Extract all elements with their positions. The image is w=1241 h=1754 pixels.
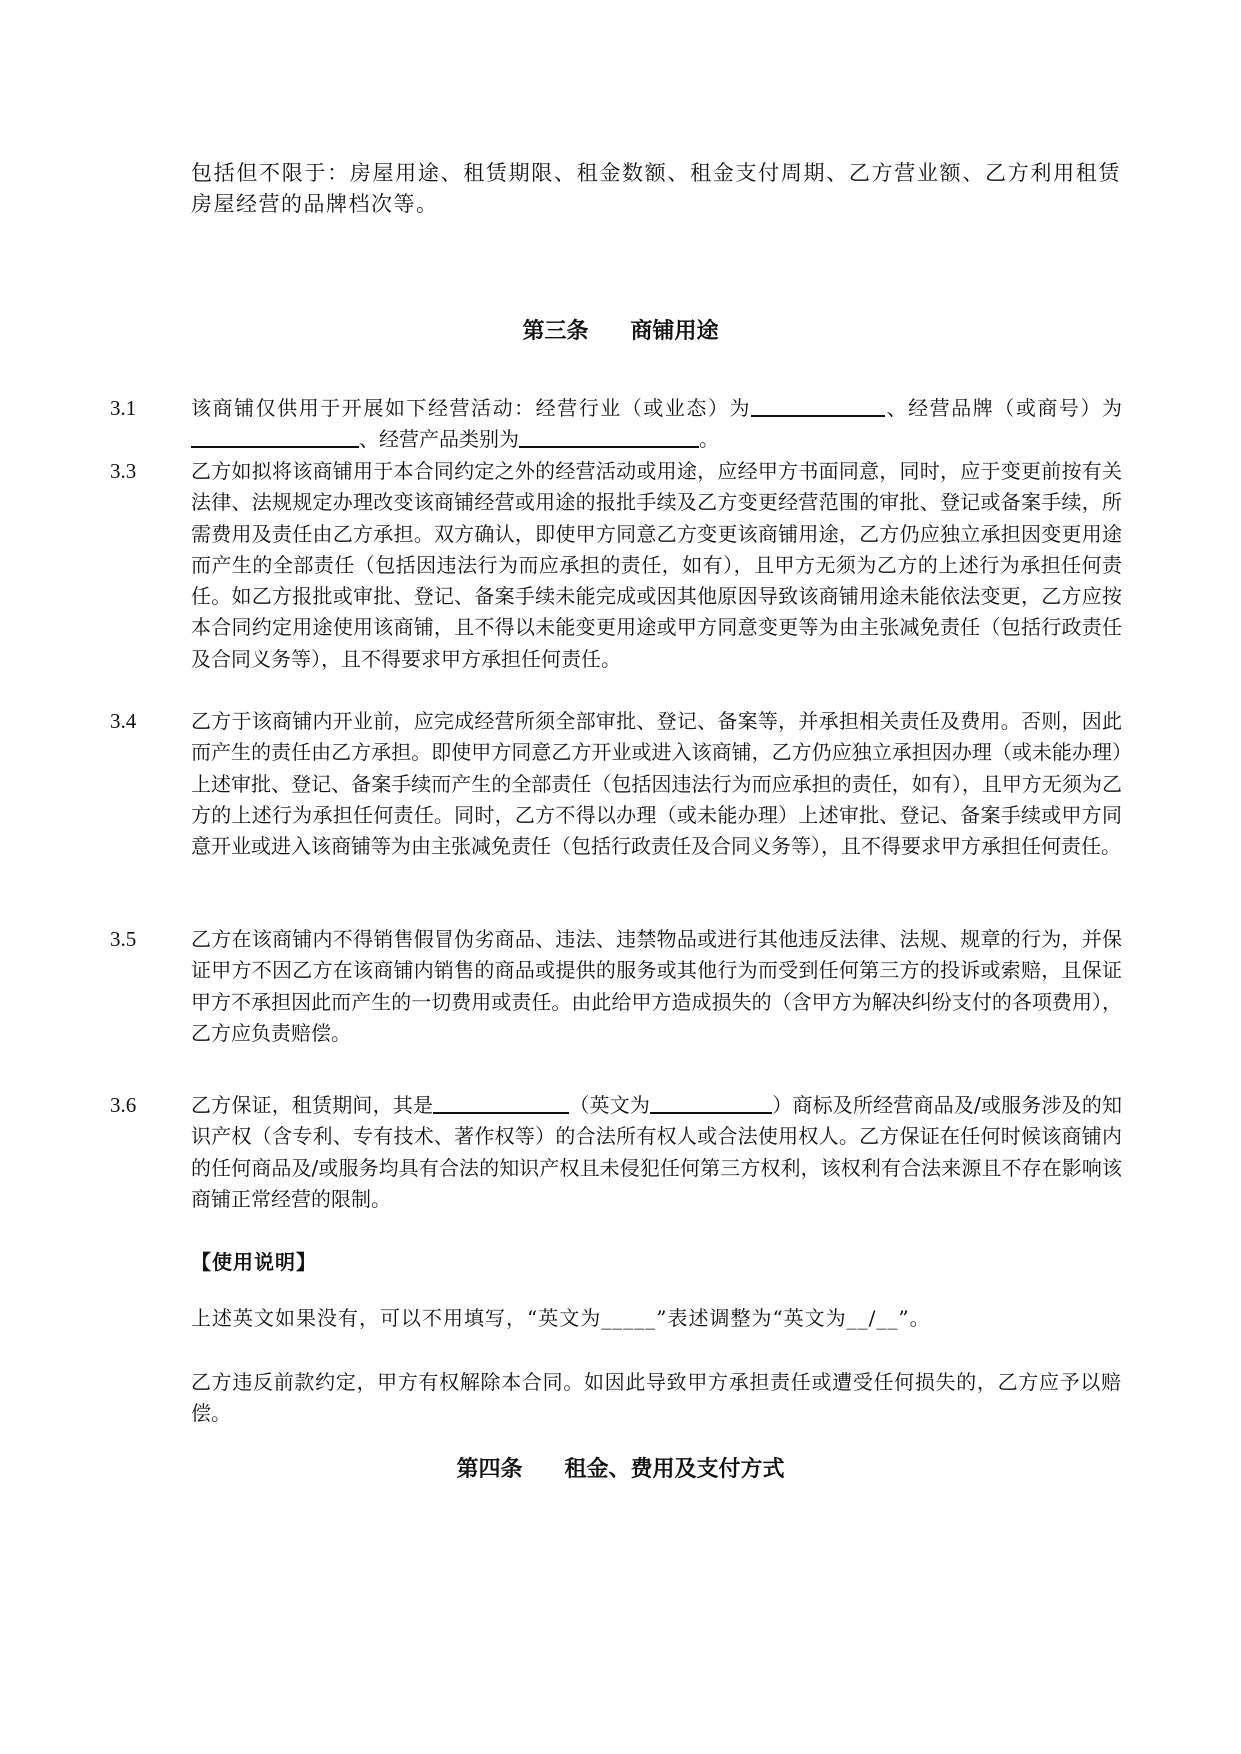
clause-number: 3.5: [110, 927, 137, 951]
fill-blank-product-category: [519, 426, 699, 448]
clause-number: 3.4: [110, 709, 137, 733]
article-3-heading: [0, 314, 1241, 345]
clause-3-4: [110, 706, 1122, 862]
clause-text-part: 该商铺仅供用于开展如下经营活动：经营行业（或业态）为: [191, 396, 752, 420]
article-3-number: 第三条: [522, 319, 589, 344]
clause-text-part: 乙方保证，租赁期间，其是: [191, 1093, 434, 1117]
clause-text-part: （英文为: [569, 1093, 651, 1117]
clause-text: [191, 1090, 1122, 1215]
clause-text-part: 、经营产品类别为: [359, 427, 519, 452]
clause-text-part: 、经营品牌（或商号）为: [885, 396, 1123, 420]
clause-text-part: 。: [699, 427, 719, 452]
clause-text-part: ）商标及所经营商品及/或服务涉及的知识产权（含专利、专有技术、著作权等）的合法所有权人或合法使用权人。乙方保证在任何时候该商铺内的任何商品及/或服务均具有合法的知识产权且未侵犯任何第三方权利，该权利有合法来源且不存在影响该商铺正常经营的限制。: [191, 1093, 1123, 1211]
clause-text: [191, 393, 1122, 456]
intro-paragraph: 包括但不限于：房屋用途、租赁期限、租金数额、租金支付周期、乙方营业额、乙方利用租赁房屋经营的品牌档次等。: [191, 161, 1121, 216]
clause-number: 3.3: [110, 459, 137, 483]
breach-paragraph: 乙方违反前款约定，甲方有权解除本合同。如因此导致甲方承担责任或遭受任何损失的，乙方应予以赔偿。: [191, 1370, 1121, 1426]
usage-instructions-title: 【使用说明】: [191, 1250, 317, 1274]
clause-3-5: [110, 924, 1122, 1049]
fill-blank-brand: [191, 426, 359, 448]
usage-instructions-note: 上述英文如果没有，可以不用填写，“英文为_____”表述调整为“英文为__/__”。: [191, 1306, 931, 1330]
fill-blank-trademark: [433, 1092, 569, 1114]
article-4-title: 租金、费用及支付方式: [564, 1457, 785, 1482]
clause-number: 3.6: [110, 1093, 137, 1117]
clause-3-3: [110, 456, 1122, 675]
clause-3-6: [110, 1090, 1122, 1215]
fill-blank-business-type: [751, 395, 885, 417]
article-3-title: 商铺用途: [630, 319, 719, 344]
clause-text: 乙方在该商铺内不得销售假冒伪劣商品、违法、违禁物品或进行其他违反法律、法规、规章的行为，并保证甲方不因乙方在该商铺内销售的商品或提供的服务或其他行为而受到任何第三方的投诉或索赔，且保证甲方不承担因此而产生的一切费用或责任。由此给甲方造成损失的（含甲方为解决纠纷支付的各项费用），乙方应负责赔偿。: [191, 927, 1122, 1045]
clause-text: 乙方如拟将该商铺用于本合同约定之外的经营活动或用途，应经甲方书面同意，同时，应于变更前按有关法律、法规规定办理改变该商铺经营或用途的报批手续及乙方变更经营范围的审批、登记或备案手续，所需费用及责任由乙方承担。双方确认，即使甲方同意乙方变更该商铺用途，乙方仍应独立承担因变更用途而产生的全部责任（包括因违法行为而应承担的责任，如有），且甲方无须为乙方的上述行为承担任何责任。如乙方报批或审批、登记、备案手续未能完成或因其他原因导致该商铺用途未能依法变更，乙方应按本合同约定用途使用该商铺，且不得以未能变更用途或甲方同意变更等为由主张减免责任（包括行政责任及合同义务等），且不得要求甲方承担任何责任。: [191, 459, 1122, 671]
clause-text: 乙方于该商铺内开业前，应完成经营所须全部审批、登记、备案等，并承担相关责任及费用。否则，因此而产生的责任由乙方承担。即使甲方同意乙方开业或进入该商铺，乙方仍应独立承担因办理（或未能办理）上述审批、登记、备案手续而产生的全部责任（包括因违法行为而应承担的责任，如有），且甲方无须为乙方的上述行为承担任何责任。同时，乙方不得以办理（或未能办理）上述审批、登记、备案手续或甲方同意开业或进入该商铺等为由主张减免责任（包括行政责任及合同义务等），且不得要求甲方承担任何责任。: [191, 709, 1122, 859]
clause-number: 3.1: [110, 396, 137, 420]
article-4-number: 第四条: [456, 1457, 523, 1482]
fill-blank-english-name: [650, 1092, 772, 1114]
article-4-heading: [0, 1452, 1241, 1483]
clause-3-1: [110, 393, 1122, 456]
